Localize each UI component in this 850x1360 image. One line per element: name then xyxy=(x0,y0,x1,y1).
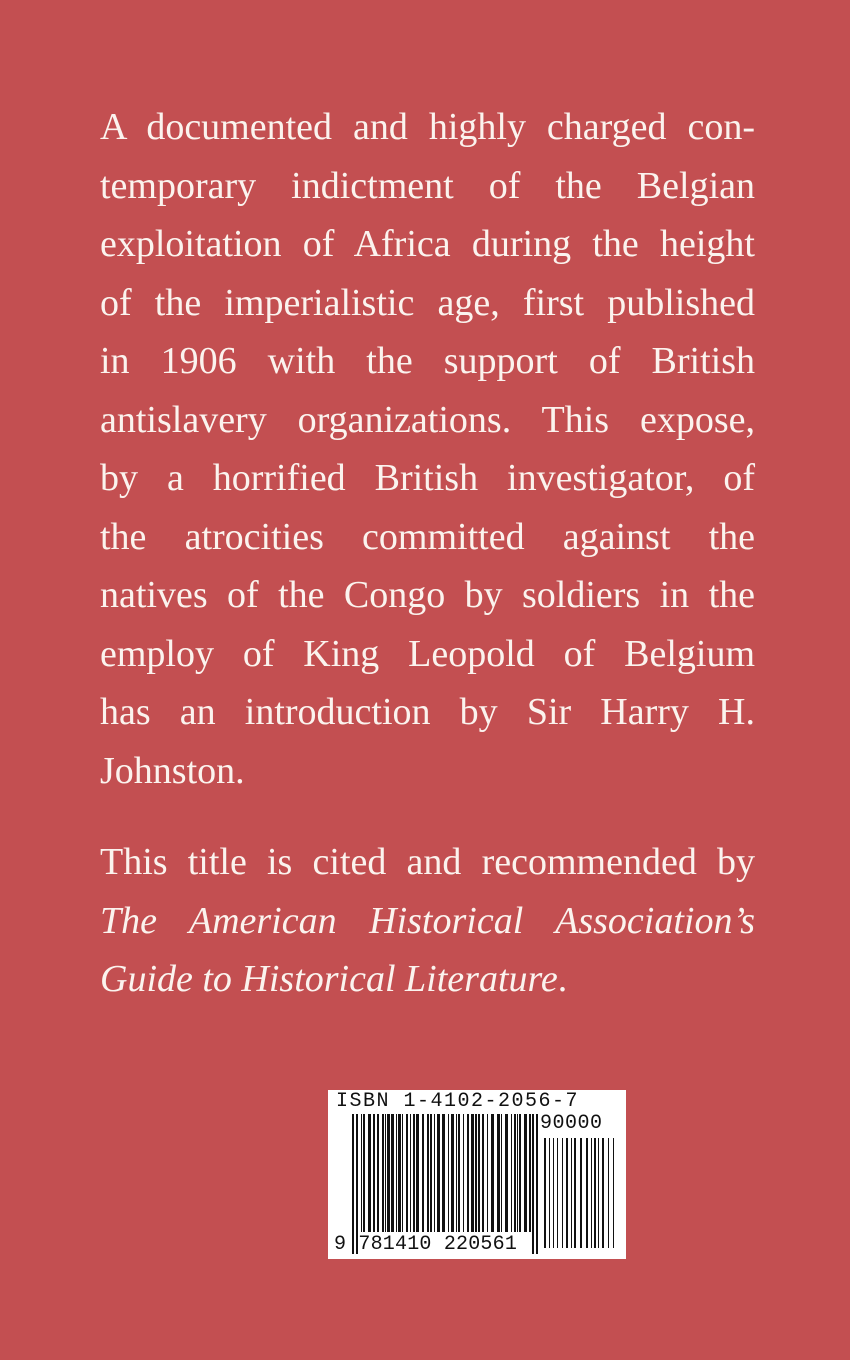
description-line: Johnston. xyxy=(100,749,245,792)
barcode-bar xyxy=(442,1114,445,1232)
barcode-bar xyxy=(361,1114,362,1232)
barcode-bar xyxy=(406,1114,408,1232)
barcode-bar xyxy=(586,1138,588,1248)
barcode-bar xyxy=(387,1114,390,1232)
description-line: antislavery organizations. This expose, xyxy=(100,398,755,441)
barcode-bar xyxy=(501,1114,502,1232)
barcode-bar xyxy=(382,1114,384,1232)
description-line: natives of the Congo by soldiers in the xyxy=(100,574,755,616)
barcode-bar xyxy=(385,1114,386,1232)
barcode-bar xyxy=(562,1138,563,1248)
barcode-bar xyxy=(413,1114,415,1232)
barcode-bar xyxy=(422,1114,424,1232)
barcode-bar xyxy=(514,1114,516,1232)
citation-period: . xyxy=(557,958,568,1000)
barcode-bar xyxy=(571,1138,572,1248)
barcode-bar xyxy=(377,1114,379,1232)
barcode-bar xyxy=(519,1114,521,1232)
barcode-bar xyxy=(497,1114,500,1232)
barcode-bar xyxy=(608,1138,609,1248)
barcode-bar xyxy=(363,1114,365,1232)
barcode-bar xyxy=(511,1114,512,1232)
barcode-bar xyxy=(437,1114,440,1232)
barcode-bar xyxy=(602,1138,604,1248)
barcode-bar xyxy=(467,1114,469,1232)
barcode-bar xyxy=(427,1114,429,1232)
barcode-bar xyxy=(456,1114,457,1232)
barcode-bar xyxy=(396,1114,397,1232)
barcode-bar xyxy=(598,1138,599,1248)
barcode-bar xyxy=(475,1114,477,1232)
barcode-bar xyxy=(402,1114,403,1232)
description-line: temporary indictment of the Belgian xyxy=(100,164,755,207)
barcode-bar xyxy=(517,1114,518,1232)
description-line: by a horrified British investigator, of xyxy=(100,457,755,499)
citation-intro: This title is cited and recommended by xyxy=(100,841,755,883)
description-line: of the imperialistic age, first published xyxy=(100,281,755,324)
barcode-bar xyxy=(482,1114,484,1232)
isbn-number: ISBN 1-4102-2056-7 xyxy=(336,1090,580,1113)
citation-guide-title: Guide to Historical Literature xyxy=(100,958,558,1000)
description-line: has an introduction by Sir Harry H. xyxy=(100,691,755,733)
barcode-bar xyxy=(398,1114,401,1232)
barcode-bar xyxy=(463,1114,464,1232)
description-line: the atrocities committed against the xyxy=(100,515,755,558)
barcode-bar xyxy=(544,1138,546,1248)
barcode-bar xyxy=(430,1114,432,1232)
citation-association: The American Historical Association’s xyxy=(100,899,755,942)
barcode-bar xyxy=(410,1114,411,1232)
barcode-bar xyxy=(478,1114,480,1232)
barcode-bar xyxy=(391,1114,394,1232)
barcode-bar xyxy=(524,1114,527,1232)
barcode-bar xyxy=(536,1114,538,1254)
ean-number: 9 781410 220561 xyxy=(334,1233,518,1256)
barcode-bar xyxy=(491,1114,494,1232)
barcode-bar xyxy=(594,1138,596,1248)
barcode-bar xyxy=(574,1138,576,1248)
barcode-bar xyxy=(487,1114,488,1232)
barcode-bar xyxy=(549,1138,550,1248)
barcode-bar xyxy=(566,1138,568,1248)
citation-guide-line xyxy=(100,950,755,1009)
barcode-bar xyxy=(368,1114,371,1232)
barcode-bar xyxy=(532,1114,534,1254)
description-line: in 1906 with the support of British xyxy=(100,340,755,382)
barcode-bar xyxy=(529,1114,531,1232)
description-line: employ of King Leopold of Belgium xyxy=(100,632,755,675)
description-line: exploitation of Africa during the height xyxy=(100,223,755,265)
barcode-bar xyxy=(416,1114,419,1232)
citation-paragraph xyxy=(100,833,755,1009)
barcode-bar xyxy=(553,1138,554,1248)
isbn-barcode xyxy=(328,1090,626,1259)
barcode-bar xyxy=(458,1114,460,1232)
barcode-bar xyxy=(471,1114,474,1232)
barcode-bar xyxy=(613,1138,614,1248)
barcode-bar xyxy=(580,1138,582,1248)
barcode-bar xyxy=(448,1114,449,1232)
barcode-bar xyxy=(505,1114,508,1232)
price-code: 90000 xyxy=(540,1112,603,1135)
description-paragraph xyxy=(100,98,755,800)
barcode-bar xyxy=(434,1114,435,1232)
barcode-bar xyxy=(591,1138,592,1248)
description-line: A documented and highly charged con- xyxy=(100,106,755,148)
barcode-bar xyxy=(373,1114,375,1232)
barcode-bar xyxy=(557,1138,558,1248)
barcode-bar xyxy=(451,1114,454,1232)
